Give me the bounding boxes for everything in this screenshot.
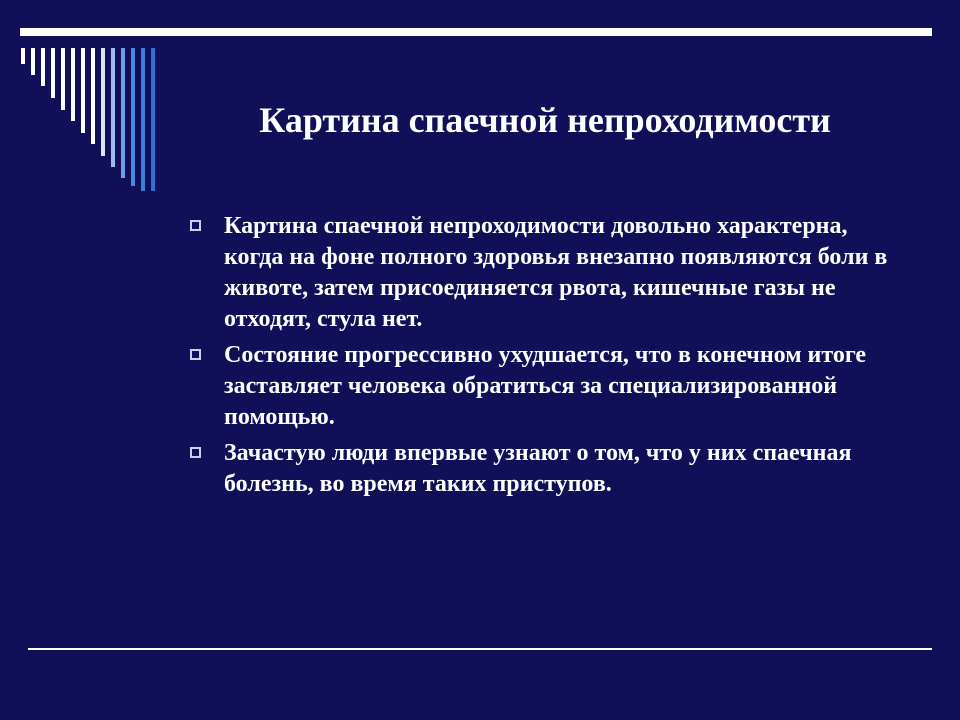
stripe-1 — [21, 48, 25, 64]
stripe-10 — [111, 48, 115, 167]
stripe-12 — [131, 48, 135, 186]
bullet-item — [188, 340, 908, 433]
bullet-text: Состояние прогрессивно ухудшается, что в конечном итоге заставляет человека обратиться за специализированной помощью. — [224, 342, 867, 430]
stripe-4 — [51, 48, 55, 98]
decorative-stripes — [0, 0, 170, 200]
bullet-text: Зачастую люди впервые узнают о том, что у них спаечная болезнь, во время таких приступов. — [224, 440, 852, 497]
stripe-8 — [91, 48, 95, 144]
stripe-11 — [121, 48, 125, 178]
stripe-7 — [81, 48, 85, 133]
square-bullet-icon — [190, 447, 201, 458]
bullet-list — [188, 211, 908, 505]
stripe-3 — [41, 48, 45, 86]
stripe-9 — [101, 48, 105, 156]
bottom-divider — [28, 648, 932, 650]
stripe-13 — [141, 48, 145, 191]
stripe-2 — [31, 48, 35, 75]
slide-title: Картина спаечной непроходимости — [259, 100, 831, 140]
square-bullet-icon — [190, 349, 201, 360]
stripe-14 — [151, 48, 155, 191]
bullet-text: Картина спаечной непроходимости довольно характерна, когда на фоне полного здоровья внезапно появляются боли в животе, затем присоединяется рвота, кишечные газы не отходят, стула нет. — [224, 213, 888, 332]
bullet-item — [188, 211, 908, 335]
square-bullet-icon — [190, 220, 201, 231]
stripe-5 — [61, 48, 65, 110]
bullet-item — [188, 438, 908, 500]
stripe-6 — [71, 48, 75, 121]
